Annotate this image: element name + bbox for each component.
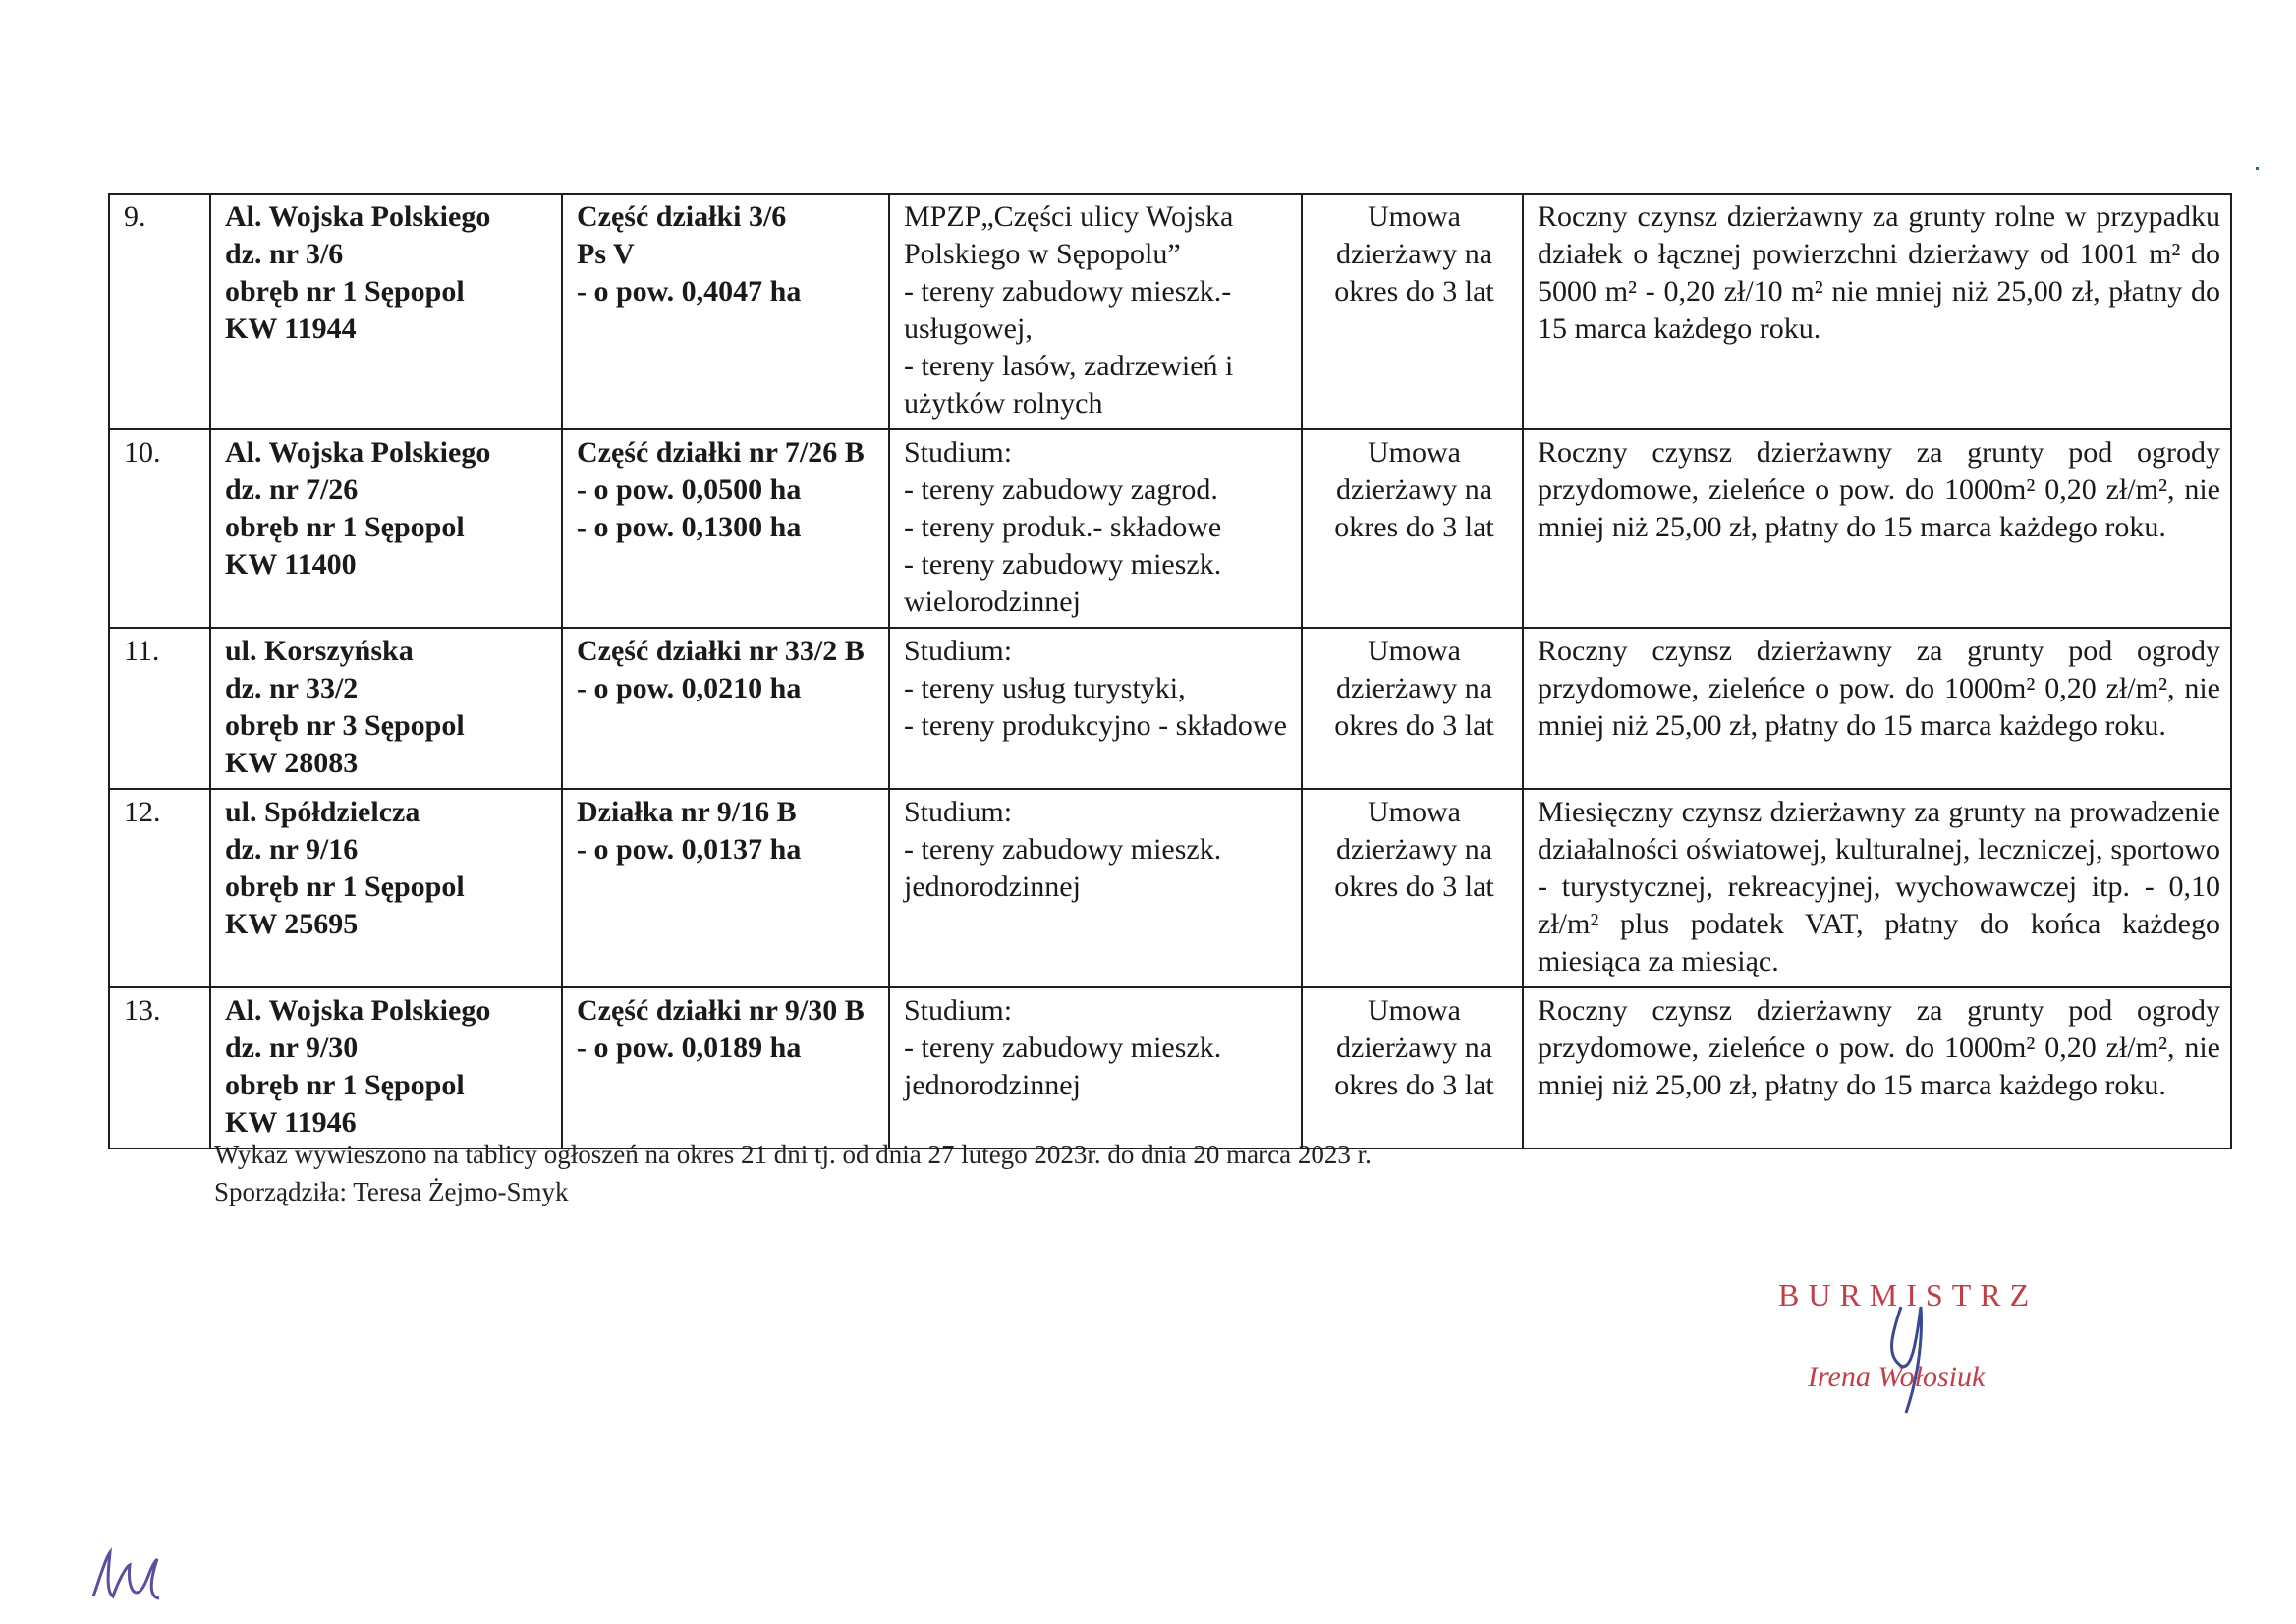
plot-location-line: KW 11944 bbox=[225, 312, 357, 345]
plot-description-line: - o pow. 0,4047 ha bbox=[577, 275, 802, 308]
plot-description bbox=[562, 429, 889, 628]
zoning-plan-line: - tereny usług turystyki, bbox=[904, 672, 1186, 704]
table-row bbox=[109, 789, 2231, 987]
zoning-plan-line: - tereny produkcyjno - składowe bbox=[904, 709, 1287, 742]
table-row bbox=[109, 194, 2231, 429]
rent-terms: Roczny czynsz dzierżawny za grunty rolne w przypadku działek o łącznej powierzchni dzierżawy od 1001 m² do 5000 m² - 0,20 zł/10 m² nie mniej niż 25,00 zł, płatny do 15 marca każdego roku. bbox=[1523, 194, 2231, 429]
plot-description bbox=[562, 194, 889, 429]
plot-location bbox=[210, 789, 562, 987]
plot-location bbox=[210, 987, 562, 1148]
plot-description-line: - o pow. 0,0189 ha bbox=[577, 1032, 802, 1064]
plot-location-line: Al. Wojska Polskiego bbox=[225, 436, 491, 469]
plot-location-line: KW 11400 bbox=[225, 548, 357, 581]
handwritten-initials bbox=[88, 1538, 177, 1606]
plot-location bbox=[210, 194, 562, 429]
rent-terms: Roczny czynsz dzierżawny za grunty pod ogrody przydomowe, zieleńce o pow. do 1000m² 0,20 zł/m², nie mniej niż 25,00 zł, płatny do 15 marca każdego roku. bbox=[1523, 987, 2231, 1148]
plot-location-line: dz. nr 9/30 bbox=[225, 1032, 359, 1064]
plot-location-line: dz. nr 7/26 bbox=[225, 474, 359, 506]
plot-description-line: - o pow. 0,0500 ha bbox=[577, 474, 802, 506]
prepared-by: Sporządziła: Teresa Żejmo-Smyk bbox=[214, 1177, 569, 1206]
plot-location-line: dz. nr 9/16 bbox=[225, 833, 359, 866]
plot-description bbox=[562, 628, 889, 789]
plot-description-line: - o pow. 0,0210 ha bbox=[577, 672, 802, 704]
lease-term: Umowa dzierżawy na okres do 3 lat bbox=[1302, 429, 1523, 628]
zoning-plan-line: - tereny zabudowy mieszk. wielorodzinnej bbox=[904, 548, 1222, 618]
lease-table-body bbox=[109, 194, 2231, 1148]
plot-location-line: KW 25695 bbox=[225, 908, 359, 940]
zoning-plan-line: - tereny zabudowy mieszk. jednorodzinnej bbox=[904, 833, 1222, 903]
plot-description-line: - o pow. 0,0137 ha bbox=[577, 833, 802, 866]
zoning-plan bbox=[889, 987, 1302, 1148]
plot-location-line: obręb nr 3 Sępopol bbox=[225, 709, 465, 742]
plot-description-line: Ps V bbox=[577, 238, 635, 270]
lease-term: Umowa dzierżawy na okres do 3 lat bbox=[1302, 194, 1523, 429]
table-row bbox=[109, 429, 2231, 628]
plot-location-line: KW 28083 bbox=[225, 747, 359, 779]
posting-note: Wykaz wywieszono na tablicy ogłoszeń na okres 21 dni tj. od dnia 27 lutego 2023r. do dnia 20 marca 2023 r. bbox=[214, 1140, 1372, 1169]
plot-location-line: obręb nr 1 Sępopol bbox=[225, 275, 465, 308]
signature-title: BURMISTRZ bbox=[1778, 1277, 2039, 1313]
zoning-plan-line: - tereny zabudowy zagrod. bbox=[904, 474, 1218, 506]
zoning-plan-line: - tereny zabudowy mieszk. jednorodzinnej bbox=[904, 1032, 1222, 1101]
plot-location-line: Al. Wojska Polskiego bbox=[225, 994, 491, 1027]
plot-location-line: Al. Wojska Polskiego bbox=[225, 200, 491, 233]
row-number: 12. bbox=[109, 789, 210, 987]
row-number: 13. bbox=[109, 987, 210, 1148]
plot-location-line: KW 11946 bbox=[225, 1106, 357, 1139]
zoning-plan-line: Studium: bbox=[904, 436, 1013, 469]
handwritten-signature bbox=[1872, 1267, 1950, 1415]
row-number: 10. bbox=[109, 429, 210, 628]
zoning-plan-line: Studium: bbox=[904, 796, 1013, 828]
lease-term: Umowa dzierżawy na okres do 3 lat bbox=[1302, 628, 1523, 789]
plot-description-line: Część działki nr 9/30 B bbox=[577, 994, 865, 1027]
plot-location-line: obręb nr 1 Sępopol bbox=[225, 870, 465, 903]
zoning-plan-line: MPZP„Części ulicy Wojska Polskiego w Sępopolu” bbox=[904, 200, 1234, 270]
zoning-plan bbox=[889, 194, 1302, 429]
rent-terms: Miesięczny czynsz dzierżawny za grunty na prowadzenie działalności oświatowej, kulturalnej, leczniczej, sportowo - turystycznej, rekreacyjnej, wychowawczej itp. - 0,10 zł/m² plus podatek VAT, płatny do końca każdego miesiąca za miesiąc. bbox=[1523, 789, 2231, 987]
plot-location bbox=[210, 429, 562, 628]
zoning-plan-line: Studium: bbox=[904, 635, 1013, 667]
plot-location-line: ul. Korszyńska bbox=[225, 635, 414, 667]
row-number: 9. bbox=[109, 194, 210, 429]
zoning-plan bbox=[889, 789, 1302, 987]
plot-location bbox=[210, 628, 562, 789]
zoning-plan bbox=[889, 429, 1302, 628]
plot-description bbox=[562, 789, 889, 987]
plot-description-line: Część działki nr 33/2 B bbox=[577, 635, 865, 667]
plot-location-line: ul. Spółdzielcza bbox=[225, 796, 420, 828]
lease-term: Umowa dzierżawy na okres do 3 lat bbox=[1302, 987, 1523, 1148]
scan-speck bbox=[2256, 167, 2259, 170]
table-row bbox=[109, 987, 2231, 1148]
plot-description-line: - o pow. 0,1300 ha bbox=[577, 511, 802, 543]
plot-description-line: Działka nr 9/16 B bbox=[577, 796, 797, 828]
zoning-plan-line: - tereny zabudowy mieszk.-usługowej, bbox=[904, 275, 1232, 345]
rent-terms: Roczny czynsz dzierżawny za grunty pod ogrody przydomowe, zieleńce o pow. do 1000m² 0,20 zł/m², nie mniej niż 25,00 zł, płatny do 15 marca każdego roku. bbox=[1523, 429, 2231, 628]
lease-term: Umowa dzierżawy na okres do 3 lat bbox=[1302, 789, 1523, 987]
zoning-plan-line: - tereny lasów, zadrzewień i użytków rolnych bbox=[904, 350, 1234, 420]
lease-table bbox=[108, 193, 2232, 1149]
plot-description-line: Część działki nr 7/26 B bbox=[577, 436, 865, 469]
row-number: 11. bbox=[109, 628, 210, 789]
table-row bbox=[109, 628, 2231, 789]
rent-terms: Roczny czynsz dzierżawny za grunty pod ogrody przydomowe, zieleńce o pow. do 1000m² 0,20 zł/m², nie mniej niż 25,00 zł, płatny do 15 marca każdego roku. bbox=[1523, 628, 2231, 789]
plot-location-line: dz. nr 33/2 bbox=[225, 672, 359, 704]
zoning-plan-line: Studium: bbox=[904, 994, 1013, 1027]
plot-location-line: dz. nr 3/6 bbox=[225, 238, 344, 270]
zoning-plan bbox=[889, 628, 1302, 789]
plot-location-line: obręb nr 1 Sępopol bbox=[225, 511, 465, 543]
zoning-plan-line: - tereny produk.- składowe bbox=[904, 511, 1222, 543]
plot-location-line: obręb nr 1 Sępopol bbox=[225, 1069, 465, 1101]
plot-description bbox=[562, 987, 889, 1148]
signature-name: Irena Wołosiuk bbox=[1808, 1361, 1986, 1393]
plot-description-line: Część działki 3/6 bbox=[577, 200, 787, 233]
